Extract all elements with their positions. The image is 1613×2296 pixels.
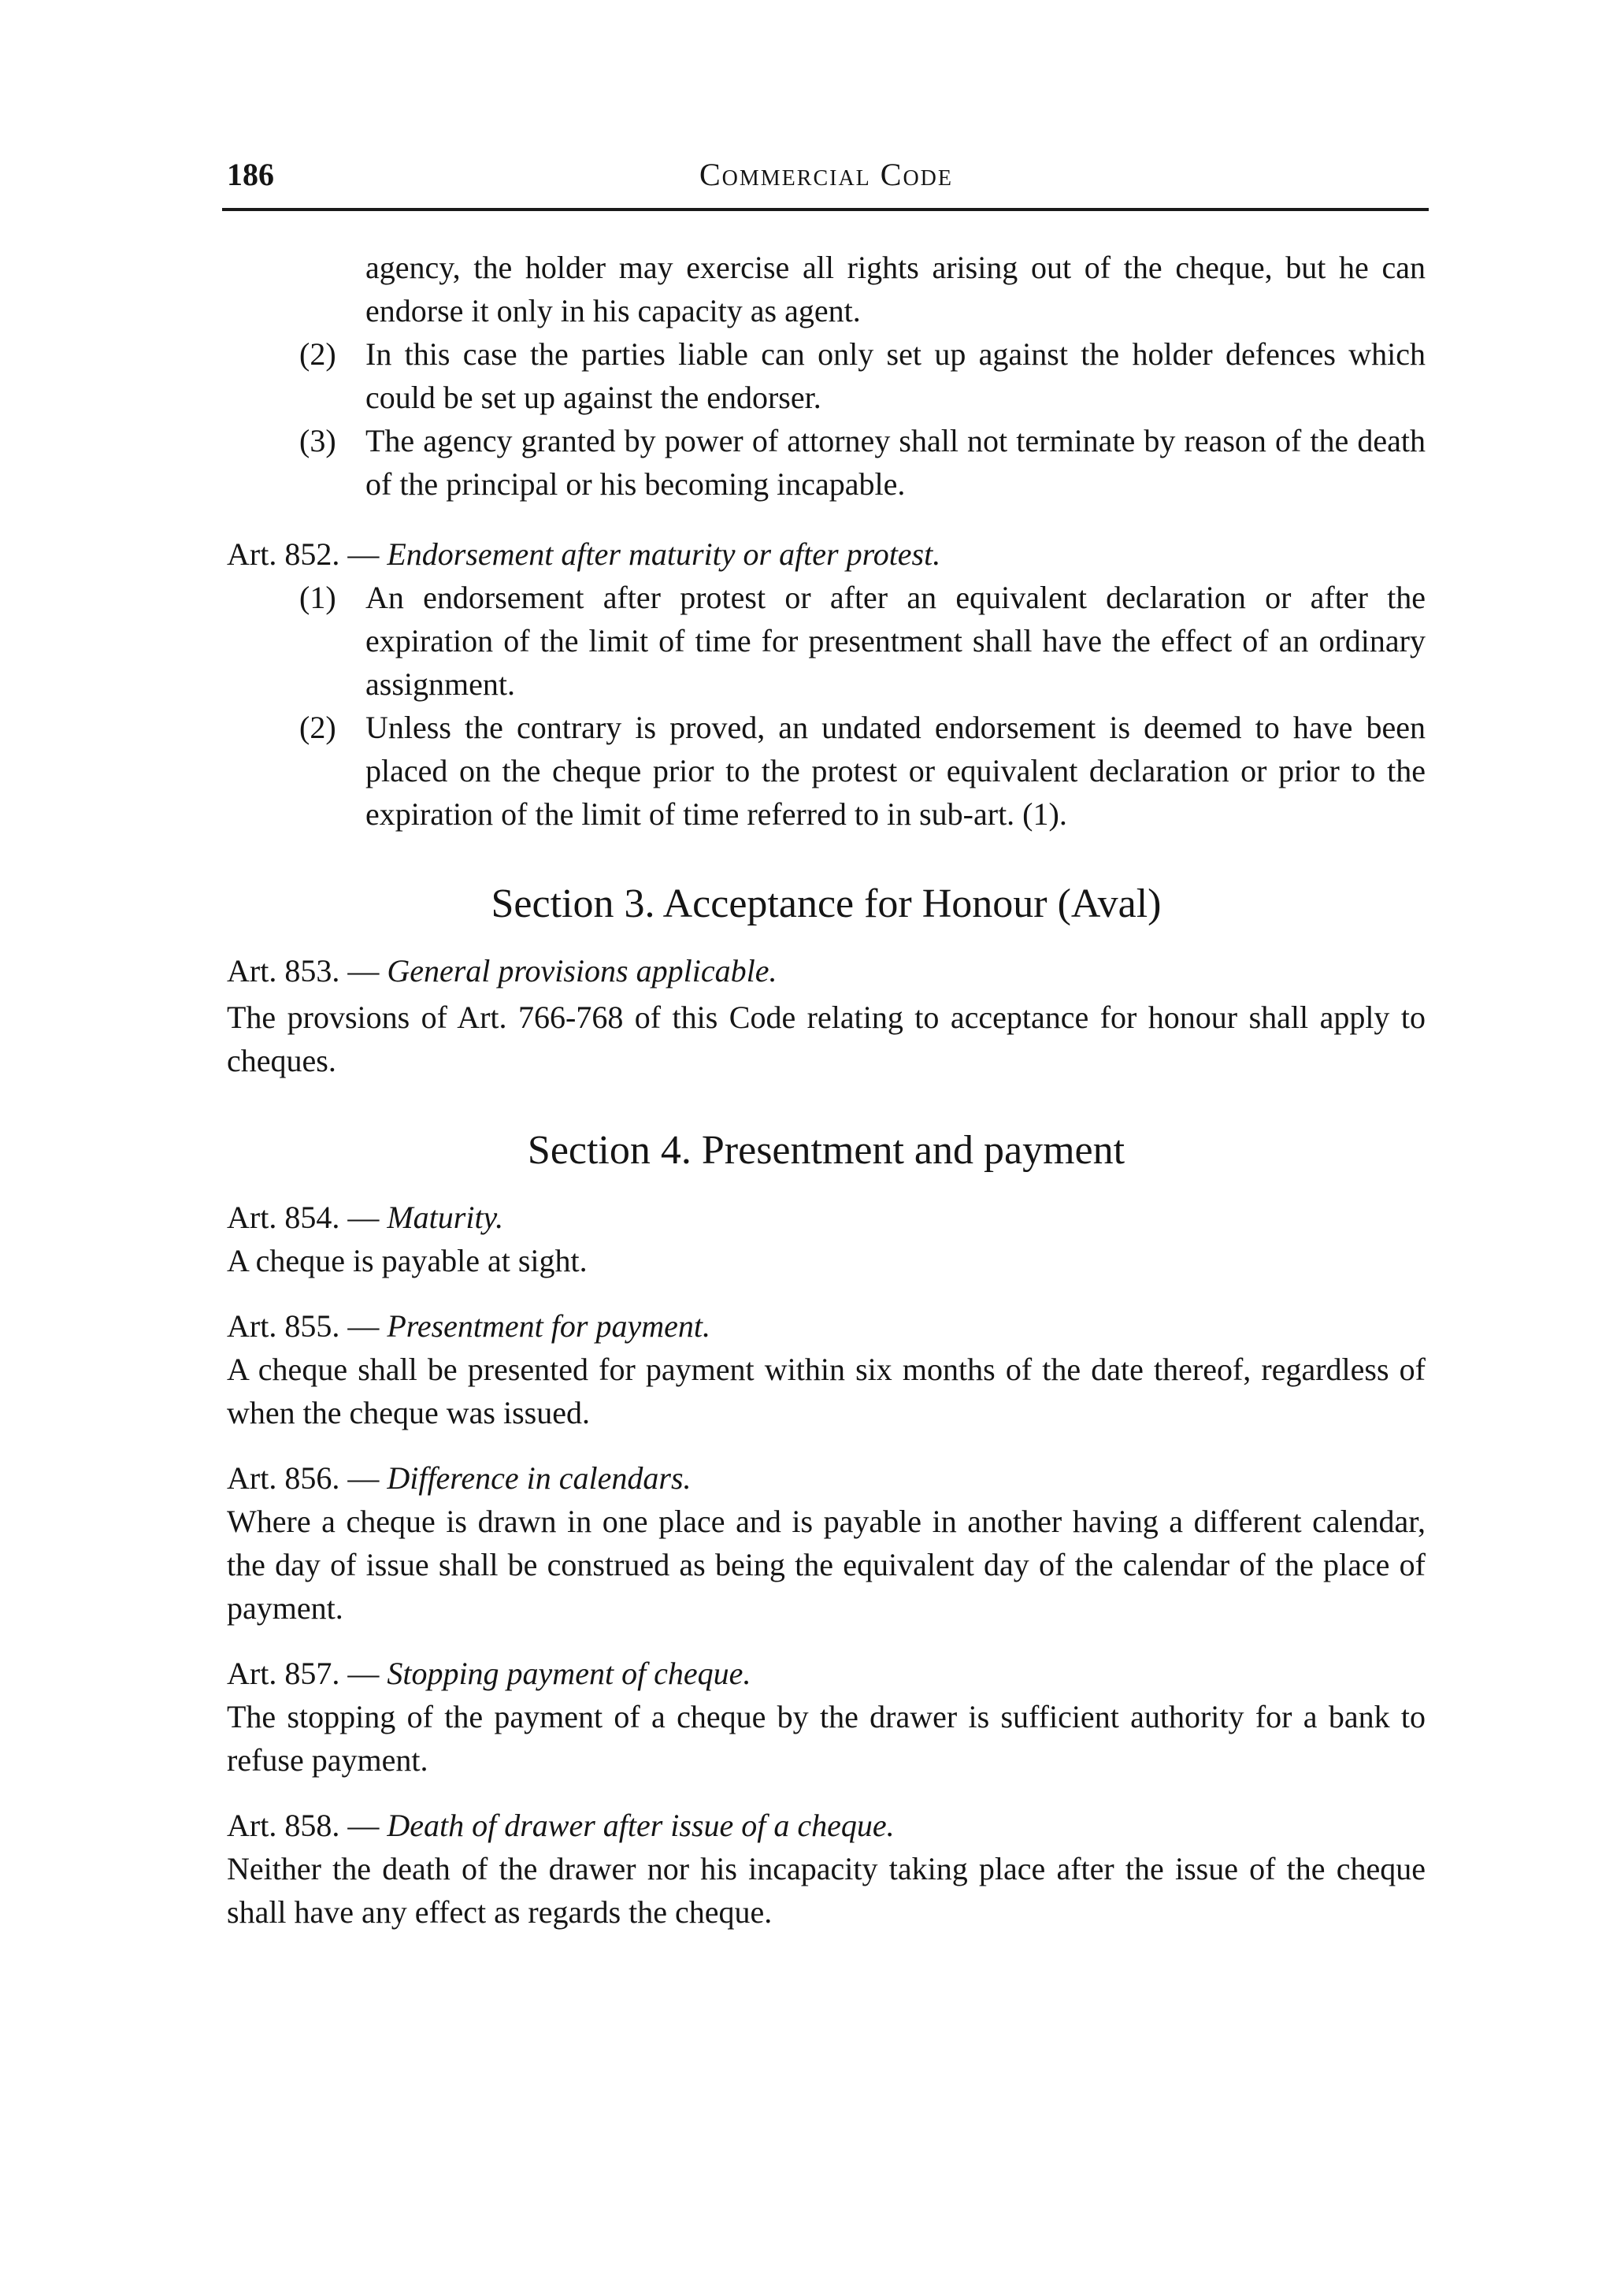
article-852-heading [227,532,1426,576]
clause-2 [227,332,1426,419]
article-858-text: Neither the death of the drawer nor his incapacity taking place after the issue of the cheque shall have any effect as regards the cheque. [227,1851,1426,1930]
article-label: Art. 856. — [227,1460,380,1496]
article-label: Art. 854. — [227,1200,380,1235]
clause-text: The agency granted by power of attorney shall not terminate by reason of the death of the principal or his becoming incapable. [365,423,1426,502]
article-title: Maturity. [387,1200,504,1235]
clause-number: (1) [299,580,336,615]
art852-clause-1 [227,576,1426,706]
article-title: Death of drawer after issue of a cheque. [387,1808,895,1843]
article-855-text: A cheque shall be presented for payment within six months of the date thereof, regardless of when the cheque was issued. [227,1352,1426,1430]
header-rule [222,208,1429,211]
section-4-heading: Section 4. Presentment and payment [527,1128,1125,1173]
page-body [227,246,1426,1934]
clause-3 [227,419,1426,506]
clause-text: Unless the contrary is proved, an undated endorsement is deemed to have been placed on the cheque prior to the protest or equivalent declaration or prior to the expiration of the limit of time referred to in sub-art. (1). [365,710,1426,832]
article-title: General provisions applicable. [387,953,777,989]
article-853-heading [227,949,1426,992]
article-label: Art. 852. — [227,536,380,572]
clause-number: (3) [299,423,336,458]
article-title: Endorsement after maturity or after protest. [387,536,941,572]
article-title: Stopping payment of cheque. [387,1656,751,1691]
article-857-heading [227,1652,1426,1695]
article-label: Art. 853. — [227,953,380,989]
page-number: 186 [227,157,274,192]
clause-number: (2) [299,336,336,372]
article-label: Art. 858. — [227,1808,380,1843]
article-label: Art. 857. — [227,1656,380,1691]
article-854-heading [227,1196,1426,1239]
clause-text: An endorsement after protest or after an equivalent declaration or after the expiration of the limit of time for presentment shall have the effect of an ordinary assignment. [365,580,1426,702]
art852-clause-2 [227,706,1426,836]
clause-text: In this case the parties liable can only set up against the holder defences which could be set up against the endorser. [365,336,1426,415]
running-title: Commercial Code [699,157,954,192]
article-title: Difference in calendars. [387,1460,692,1496]
article-858-heading [227,1804,1426,1847]
running-head [227,156,1426,203]
article-855-heading [227,1304,1426,1348]
article-856-text: Where a cheque is drawn in one place and is payable in another having a different calendar, the day of issue shall be construed as being the equivalent day of the calendar of the place of payment. [227,1504,1426,1626]
article-857-text: The stopping of the payment of a cheque by the drawer is sufficient authority for a bank to refuse payment. [227,1699,1426,1778]
article-856-heading [227,1456,1426,1500]
clause-number: (2) [299,710,336,745]
article-label: Art. 855. — [227,1308,380,1344]
section-3-heading: Section 3. Acceptance for Honour (Aval) [491,881,1162,926]
article-title: Presentment for payment. [387,1308,710,1344]
continuation-paragraph: agency, the holder may exercise all rights arising out of the cheque, but he can endorse it only in his capacity as agent. [365,250,1426,328]
article-853-text: The provsions of Art. 766-768 of this Code relating to acceptance for honour shall apply to cheques. [227,1000,1426,1078]
article-854-text: A cheque is payable at sight. [227,1243,588,1278]
